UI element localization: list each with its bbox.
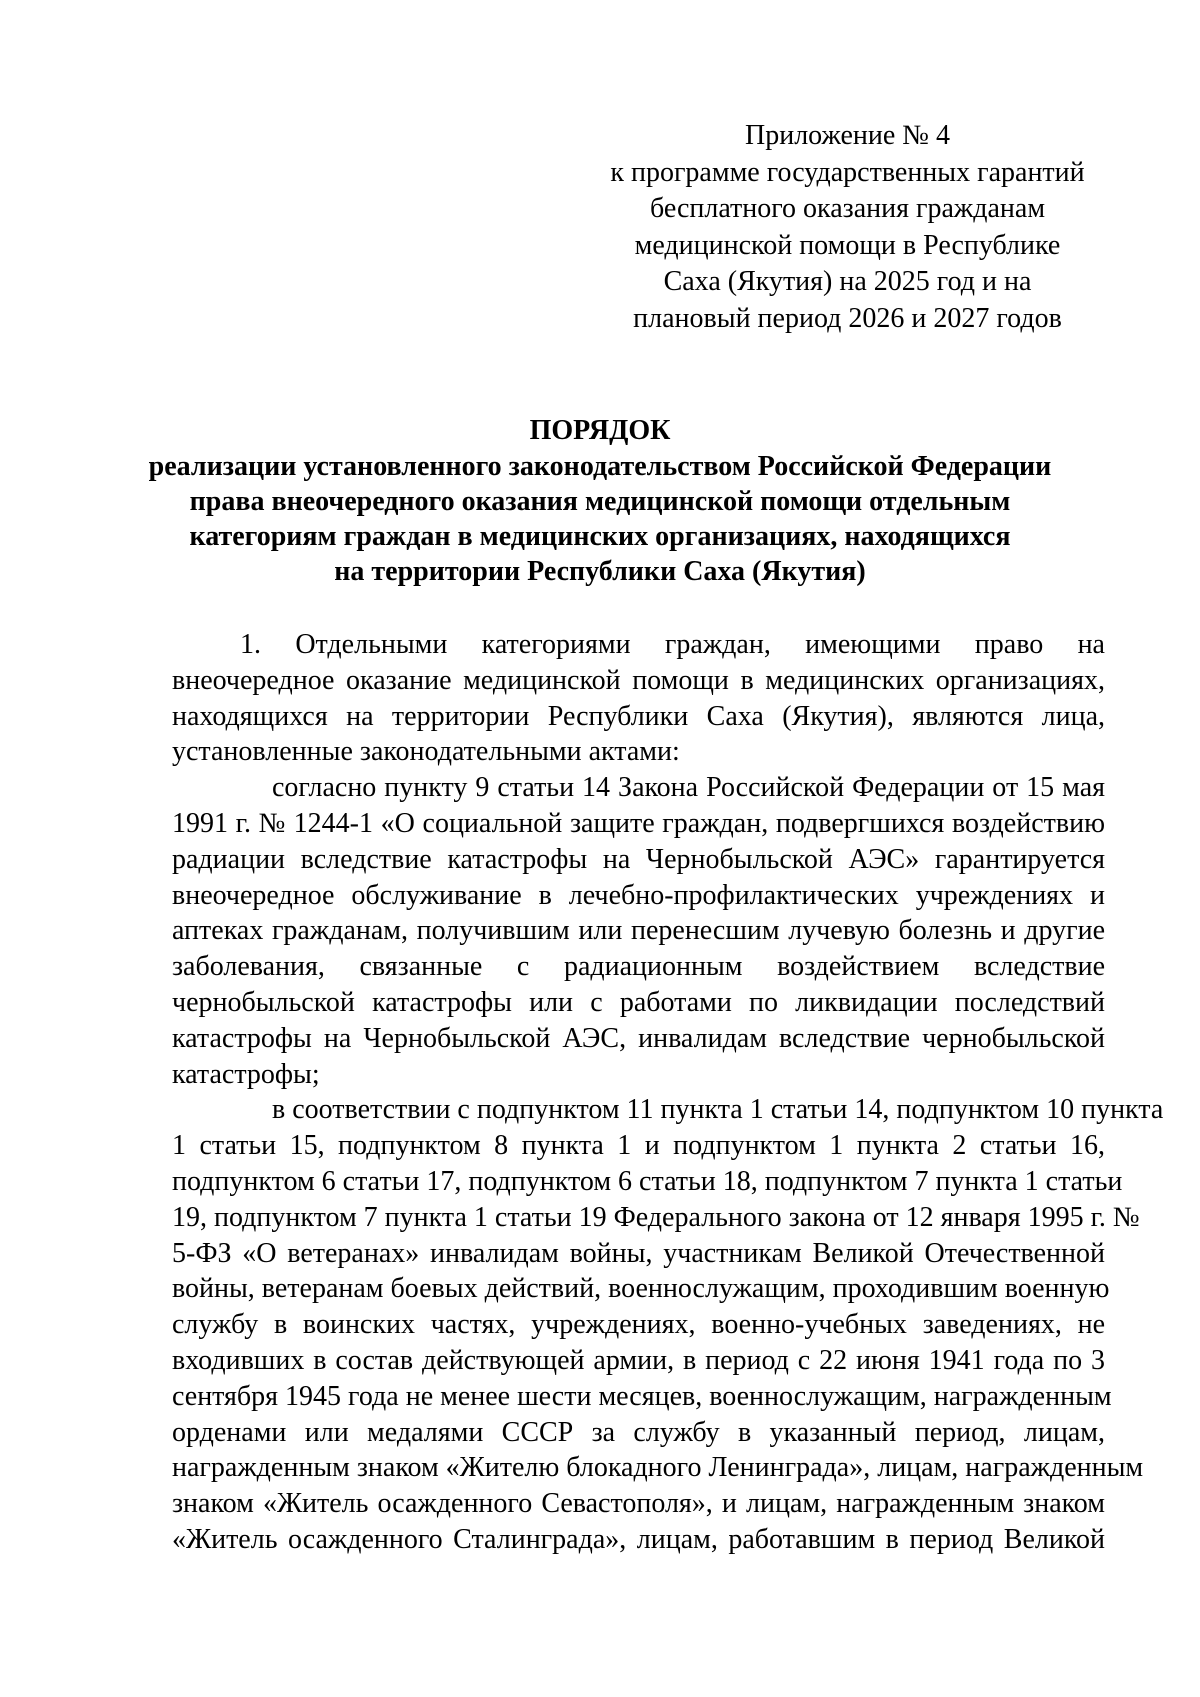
body-line: внеочередное обслуживание в лечебно-профилактических учреждениях и bbox=[172, 879, 1105, 911]
body-line: 1991 г. № 1244-1 «О социальной защите граждан, подвергшихся воздействию bbox=[172, 807, 1105, 839]
body-line: установленные законодательными актами: bbox=[172, 736, 680, 768]
annex-line: бесплатного оказания гражданам bbox=[649, 193, 1046, 224]
body-line: находящихся на территории Республики Саха (Якутия), являются лица, bbox=[172, 700, 1105, 732]
body-line: орденами или медалями СССР за службу в указанный период, лицам, bbox=[172, 1416, 1105, 1448]
annex-line: к программе государственных гарантий bbox=[610, 156, 1085, 188]
body-line: 1 статьи 15, подпунктом 8 пункта 1 и подпунктом 1 пункта 2 статьи 16, bbox=[172, 1130, 1105, 1162]
title-subtitle-line: реализации установленного законодательством Российской Федерации bbox=[148, 451, 1052, 482]
body-line: аптеках гражданам, получившим или перенесшим лучевую болезнь и другие bbox=[172, 915, 1105, 947]
body-line: подпунктом 6 статьи 17, подпунктом 6 статьи 18, подпунктом 7 пункта 1 статьи bbox=[172, 1165, 1123, 1197]
body-line: заболевания, связанные с радиационным воздействием вследствие bbox=[172, 951, 1105, 983]
annex-line: Саха (Якутия) на 2025 год и на bbox=[663, 266, 1032, 297]
body-line: 1. Отдельными категориями граждан, имеющими право на bbox=[240, 629, 1105, 660]
body-line: службу в воинских частях, учреждениях, военно-учебных заведениях, не bbox=[172, 1309, 1105, 1341]
body-line: 5-ФЗ «О ветеранах» инвалидам войны, участникам Великой Отечественной bbox=[172, 1237, 1105, 1269]
body-line: в соответствии с подпунктом 11 пункта 1 статьи 14, подпунктом 10 пункта bbox=[272, 1094, 1164, 1126]
body-line: входивших в состав действующей армии, в период с 22 июня 1941 года по 3 bbox=[172, 1344, 1105, 1376]
body-line: знаком «Житель осажденного Севастополя», и лицам, награжденным знаком bbox=[172, 1488, 1105, 1520]
body-line: сентября 1945 года не менее шести месяцев, военнослужащим, награжденным bbox=[172, 1380, 1112, 1412]
annex-line: плановый период 2026 и 2027 годов bbox=[633, 302, 1062, 334]
title-subtitle-line: категориям граждан в медицинских организациях, находящихся bbox=[189, 521, 1011, 552]
body-line: радиации вследствие катастрофы на Чернобыльской АЭС» гарантируется bbox=[172, 843, 1105, 875]
body-line: согласно пункту 9 статьи 14 Закона Российской Федерации от 15 мая bbox=[272, 772, 1105, 804]
annex-line: Приложение № 4 bbox=[745, 120, 950, 151]
annex-header bbox=[590, 118, 1105, 337]
body-line: внеочередное оказание медицинской помощи в медицинских организациях, bbox=[172, 664, 1105, 696]
annex-line: медицинской помощи в Республике bbox=[634, 229, 1061, 261]
title-subtitle-line: на территории Республики Саха (Якутия) bbox=[334, 556, 866, 587]
document-title bbox=[130, 413, 1070, 589]
document-body bbox=[172, 627, 1164, 1558]
body-line: катастрофы на Чернобыльской АЭС, инвалидам вследствие чернобыльской bbox=[172, 1022, 1105, 1054]
body-line: 19, подпунктом 7 пункта 1 статьи 19 Федерального закона от 12 января 1995 г. № bbox=[172, 1201, 1140, 1233]
title-subtitle-line: права внеочередного оказания медицинской помощи отдельным bbox=[189, 486, 1011, 517]
body-line: чернобыльской катастрофы или с работами по ликвидации последствий bbox=[172, 986, 1105, 1018]
body-line: награжденным знаком «Жителю блокадного Ленинграда», лицам, награжденным bbox=[172, 1452, 1144, 1484]
body-line: катастрофы; bbox=[172, 1058, 320, 1090]
title-heading: ПОРЯДОК bbox=[529, 415, 671, 446]
body-line: войны, ветеранам боевых действий, военнослужащим, проходившим военную bbox=[172, 1273, 1110, 1305]
body-line: «Житель осажденного Сталинграда», лицам, работавшим в период Великой bbox=[172, 1523, 1105, 1555]
